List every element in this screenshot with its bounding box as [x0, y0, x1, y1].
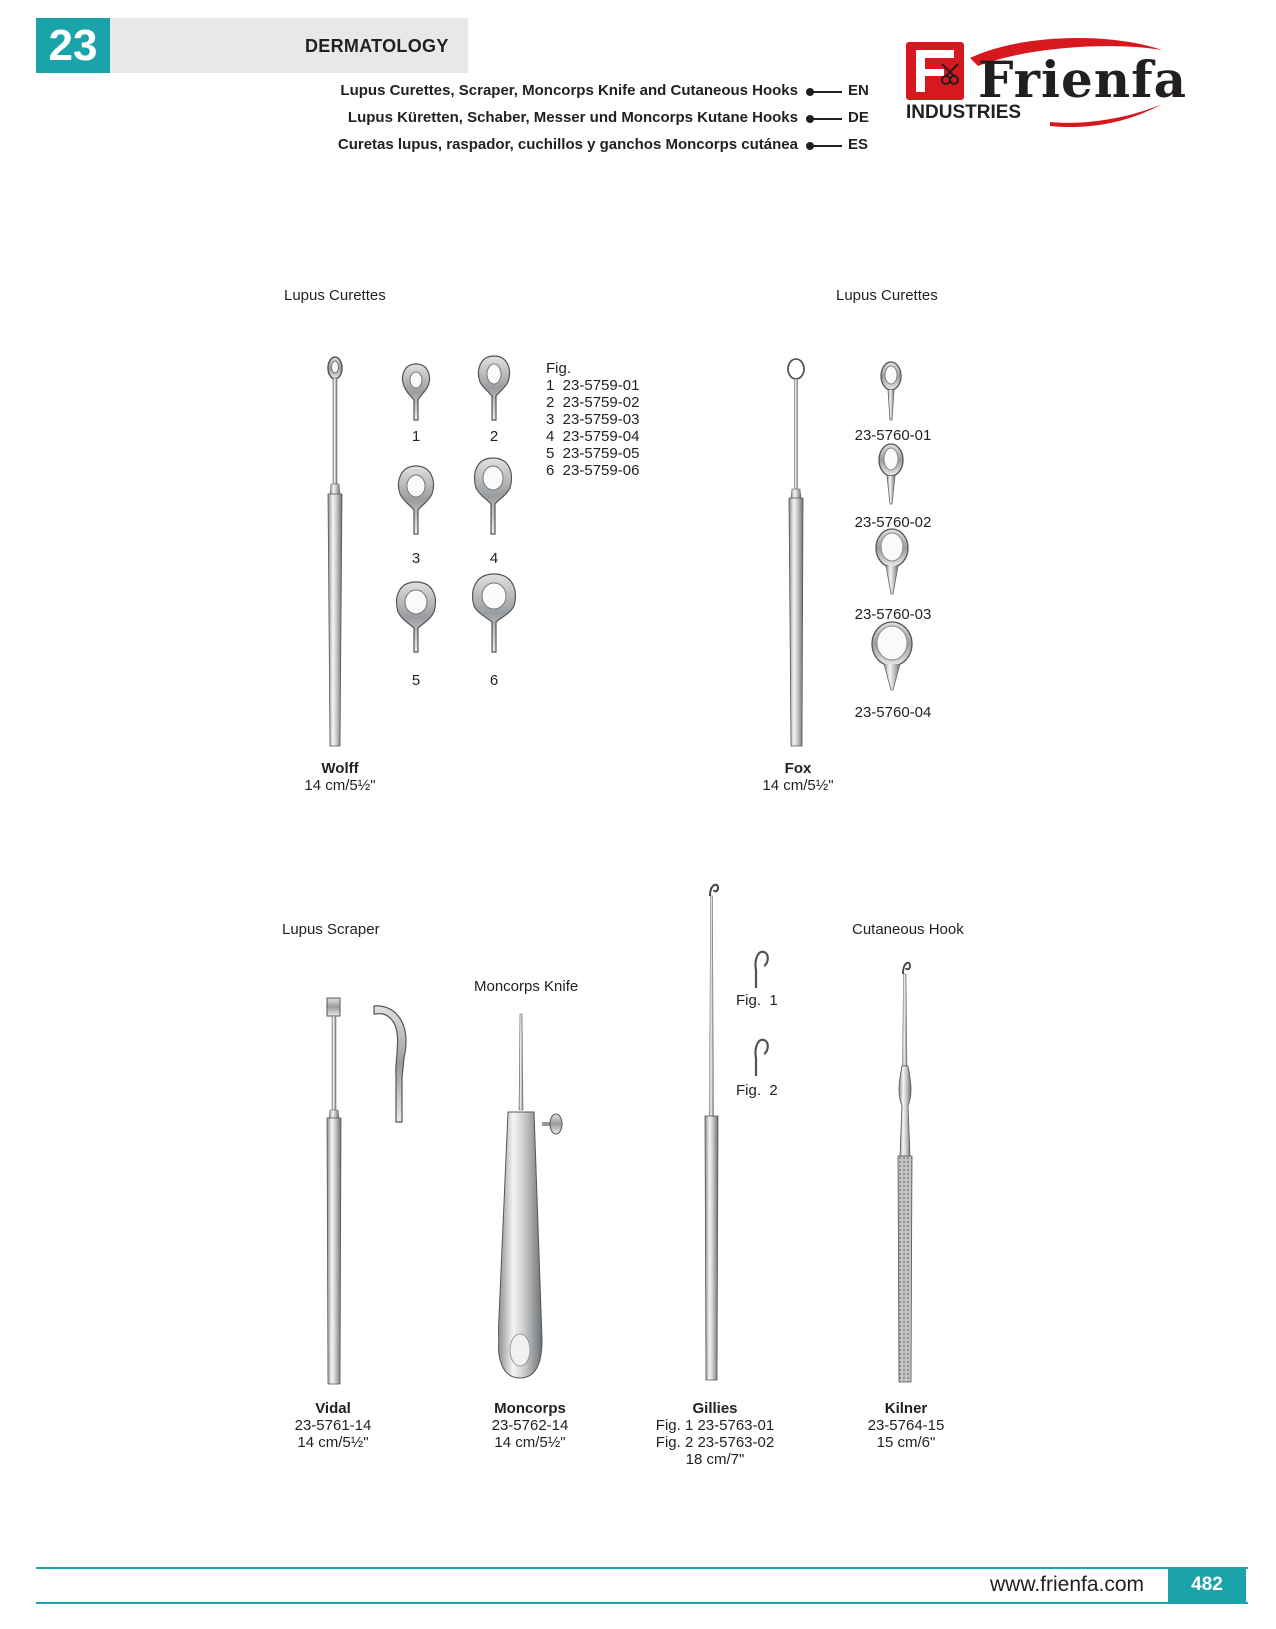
moncorps-code: 23-5762-14: [491, 1417, 569, 1434]
language-row-en: [200, 82, 880, 104]
section-title-lupus-curettes-left: Lupus Curettes: [284, 287, 386, 304]
kilner-code: 23-5764-15: [867, 1417, 945, 1434]
fig-number-4: 4: [489, 550, 499, 567]
logo-subtitle: INDUSTRIES: [906, 102, 1022, 123]
curette-head-1-image: [398, 362, 434, 422]
fox-curette-image: [780, 356, 812, 748]
moncorps-caption: [470, 1400, 590, 1451]
curette-head-6-image: [468, 572, 520, 654]
fox-code-4: 23-5760-04: [854, 704, 932, 721]
gillies-fig1: Fig. 1 23-5763-01: [655, 1417, 775, 1434]
section-title-moncorps-knife: Moncorps Knife: [474, 978, 579, 995]
fox-size: 14 cm/5½": [762, 777, 834, 794]
wolff-caption: [290, 760, 390, 794]
kilner-size: 15 cm/6": [876, 1434, 936, 1451]
gillies-caption: [640, 1400, 790, 1468]
fox-head-2-image: [874, 442, 908, 506]
fox-code-1: 23-5760-01: [854, 427, 932, 444]
lang-code-es: ES: [848, 136, 869, 153]
logo-wordmark: Frienfa: [978, 50, 1188, 109]
fig-list-item: 6 23-5759-06: [546, 462, 640, 479]
fig-list-item: 4 23-5759-04: [546, 428, 640, 445]
lang-code-en: EN: [848, 82, 869, 99]
vidal-caption: [278, 1400, 388, 1451]
title-de: Lupus Küretten, Schaber, Messer und Moncorps Kutane Hooks: [347, 109, 798, 126]
chapter-number: 23: [36, 18, 110, 73]
fig-list-item: 2 23-5759-02: [546, 394, 640, 411]
kilner-caption: [846, 1400, 966, 1451]
wolff-size: 14 cm/5½": [304, 777, 376, 794]
fig-list-item: 3 23-5759-03: [546, 411, 640, 428]
bullet-line: [812, 91, 842, 93]
fig-list-item: 5 23-5759-05: [546, 445, 640, 462]
vidal-name: Vidal: [315, 1400, 351, 1417]
language-row-de: [200, 109, 880, 131]
gillies-fig1-label: Fig. 1: [736, 992, 778, 1009]
gillies-size: 18 cm/7": [685, 1451, 745, 1468]
gillies-fig2: Fig. 2 23-5763-02: [655, 1434, 775, 1451]
gillies-fig2-tip-image: [748, 1034, 772, 1078]
vidal-size: 14 cm/5½": [297, 1434, 369, 1451]
fox-caption: [748, 760, 848, 794]
page-number: 482: [1168, 1567, 1246, 1603]
moncorps-knife-image: [498, 1010, 568, 1382]
wolff-fig-list: [546, 360, 639, 479]
kilner-hook-image: [890, 956, 920, 1384]
title-en: Lupus Curettes, Scraper, Moncorps Knife and Cutaneous Hooks: [340, 82, 798, 99]
gillies-hook-image: [700, 876, 724, 1382]
footer-rule-bottom: [36, 1602, 1248, 1604]
fig-number-5: 5: [411, 672, 421, 689]
footer-rule-top: [36, 1567, 1248, 1569]
fox-code-3: 23-5760-03: [854, 606, 932, 623]
section-title-lupus-curettes-right: Lupus Curettes: [836, 287, 938, 304]
fig-list-item: 1 23-5759-01: [546, 377, 640, 394]
gillies-name: Gillies: [692, 1400, 738, 1417]
section-title-lupus-scraper: Lupus Scraper: [282, 921, 380, 938]
section-title-cutaneous-hook: Cutaneous Hook: [852, 921, 964, 938]
fox-code-2: 23-5760-02: [854, 514, 932, 531]
gillies-fig2-label: Fig. 2: [736, 1082, 778, 1099]
fig-number-1: 1: [411, 428, 421, 445]
wolff-name: Wolff: [321, 760, 359, 777]
curette-head-4-image: [470, 456, 516, 536]
gillies-fig1-tip-image: [748, 946, 772, 990]
wolff-curette-image: [318, 354, 352, 748]
fig-number-6: 6: [489, 672, 499, 689]
language-row-es: [200, 136, 880, 158]
vidal-scraper-image: [322, 996, 346, 1386]
curette-head-2-image: [474, 354, 514, 422]
bullet-line: [812, 145, 842, 147]
fig-number-3: 3: [411, 550, 421, 567]
curette-head-5-image: [392, 580, 440, 654]
fig-heading: Fig.: [546, 360, 572, 377]
moncorps-name: Moncorps: [494, 1400, 566, 1417]
kilner-name: Kilner: [884, 1400, 928, 1417]
title-es: Curetas lupus, raspador, cuchillos y ganchos Moncorps cutánea: [337, 136, 798, 153]
footer-website-link[interactable]: www.frienfa.com: [990, 1573, 1145, 1596]
vidal-tip-detail-image: [370, 1000, 414, 1126]
bullet-line: [812, 118, 842, 120]
lang-code-de: DE: [848, 109, 869, 126]
fig-number-2: 2: [489, 428, 499, 445]
fox-head-1-image: [876, 360, 906, 422]
fox-head-3-image: [872, 526, 912, 596]
fox-head-4-image: [868, 618, 916, 692]
curette-head-3-image: [394, 464, 438, 536]
logo-f-icon: [906, 42, 964, 100]
fox-name: Fox: [784, 760, 812, 777]
vidal-code: 23-5761-14: [294, 1417, 372, 1434]
moncorps-size: 14 cm/5½": [494, 1434, 566, 1451]
chapter-title: DERMATOLOGY: [305, 36, 449, 56]
